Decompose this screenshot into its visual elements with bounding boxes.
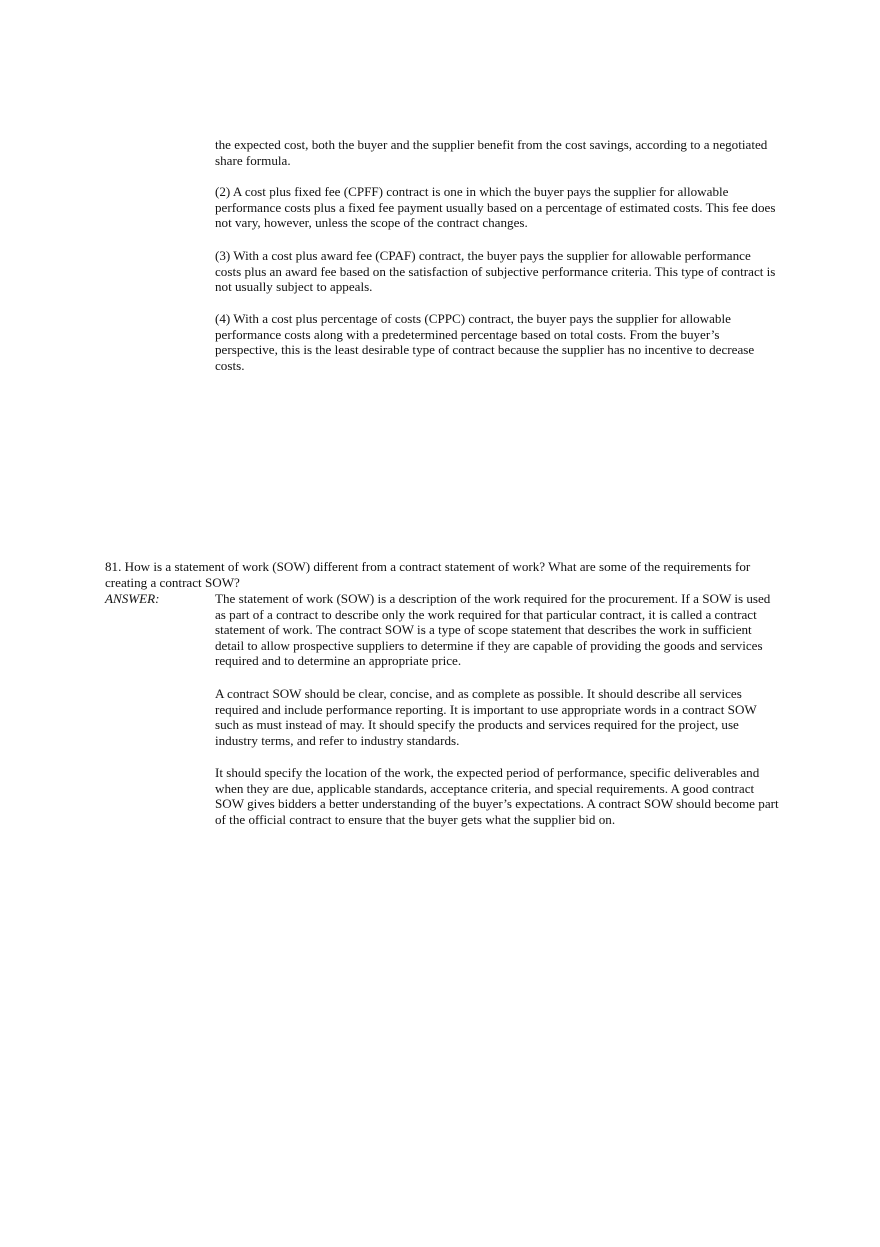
answer-paragraph-1: The statement of work (SOW) is a description of the work required for the procurement. If a SOW is used as part of a contract to describe only the work required for that particular contract, it is called a contract statement of work. The contract SOW is a type of scope statement that describes the work in sufficient detail to allow prospective suppliers to determine if they are capable of providing the goods and services required and to determine an appropriate price. xyxy=(215,591,771,669)
cpaf-paragraph: (3) With a cost plus award fee (CPAF) contract, the buyer pays the supplier for allowable performance costs plus an award fee based on the satisfaction of subjective performance criteria. This type of contract is not usually subject to appeals. xyxy=(215,248,776,295)
answer-paragraph-3: It should specify the location of the work, the expected period of performance, specific deliverables and when they are due, applicable standards, acceptance criteria, and special requirements. A good contract SOW gives bidders a better understanding of the buyer’s expectations. A contract SOW should become part of the official contract to ensure that the buyer gets what the supplier bid on. xyxy=(215,765,779,827)
answer-paragraph-2: A contract SOW should be clear, concise, and as complete as possible. It should describe all services required and include performance reporting. It is important to use appropriate words in a contract SOW such as must instead of may. It should specify the products and services required for the project, use industry terms, and refer to industry standards. xyxy=(215,686,757,748)
question-81-text: 81. How is a statement of work (SOW) different from a contract statement of work? What are some of the requirements for creating a contract SOW? xyxy=(105,559,751,590)
cppc-paragraph: (4) With a cost plus percentage of costs (CPPC) contract, the buyer pays the supplier for allowable performance costs along with a predetermined percentage based on total costs. From the buyer’s perspective, this is the least desirable type of contract because the supplier has no incentive to decrease costs. xyxy=(215,311,755,373)
answer-label: ANSWER: xyxy=(105,591,160,606)
cpff-paragraph: (2) A cost plus fixed fee (CPFF) contract is one in which the buyer pays the supplier for allowable performance costs plus a fixed fee payment usually based on a percentage of estimated costs. This fee does not vary, however, unless the scope of the contract changes. xyxy=(215,184,776,231)
continuation-intro-paragraph: the expected cost, both the buyer and the supplier benefit from the cost savings, according to a negotiated share formula. xyxy=(215,137,768,168)
